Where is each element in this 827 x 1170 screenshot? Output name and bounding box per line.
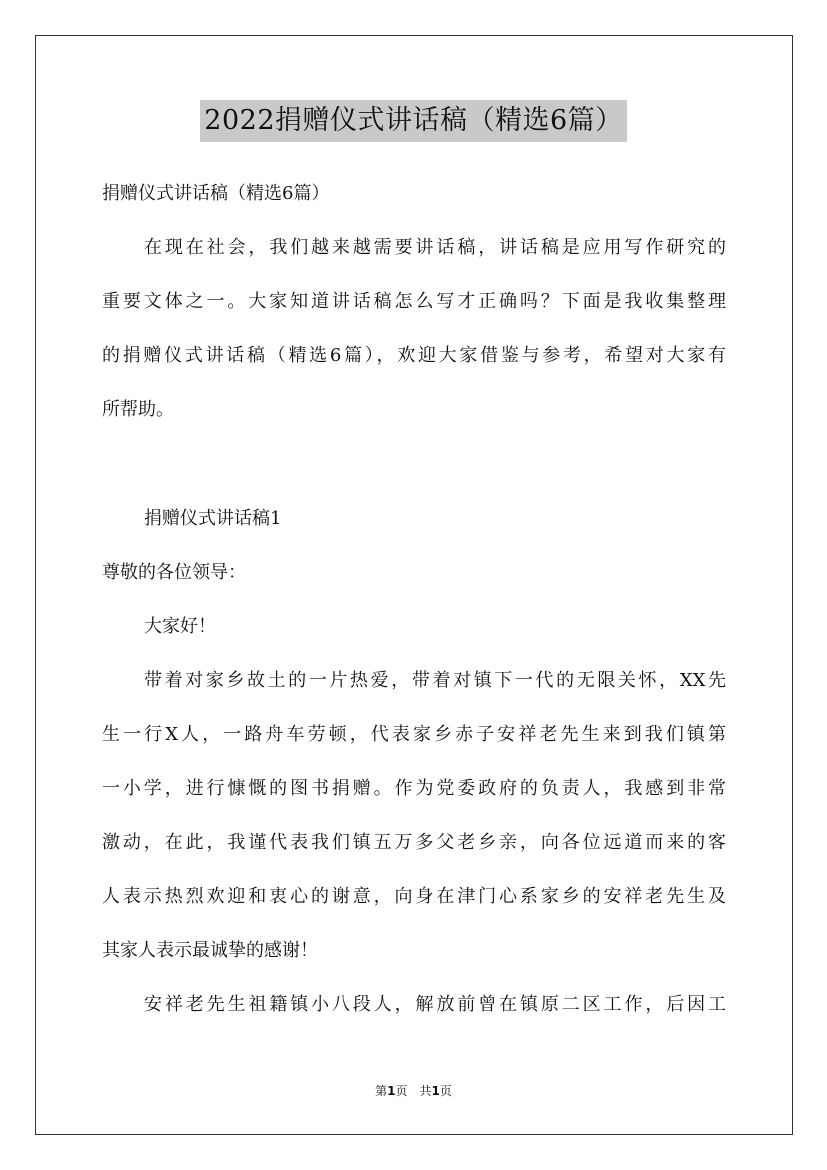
paragraph-line: 一小学，进行慷慨的图书捐赠。作为党委政府的负责人，我感到非常 bbox=[102, 778, 726, 799]
intro-line: 在现在社会，我们越来越需要讲话稿，讲话稿是应用写作研究的 bbox=[144, 237, 726, 258]
section-heading: 捐赠仪式讲话稿1 bbox=[144, 508, 282, 529]
paragraph-line: 生一行X人，一路舟车劳顿，代表家乡赤子安祥老先生来到我们镇第 bbox=[102, 724, 726, 745]
footer-page-suffix: 页 bbox=[395, 1084, 408, 1098]
document-title: 2022捐赠仪式讲话稿（精选6篇） bbox=[200, 100, 626, 142]
paragraph-line: 激动，在此，我谨代表我们镇五万多父老乡亲，向各位远道而来的客 bbox=[102, 832, 726, 853]
paragraph-line: 带着对家乡故土的一片热爱，带着对镇下一代的无限关怀，XX先 bbox=[144, 670, 726, 691]
salutation: 尊敬的各位领导： bbox=[102, 562, 246, 583]
footer-page-prefix: 第 bbox=[375, 1084, 388, 1098]
paragraph-line: 安祥老先生祖籍镇小八段人，解放前曾在镇原二区工作，后因工 bbox=[144, 994, 726, 1015]
paragraph-line: 其家人表示最诚挚的感谢！ bbox=[102, 940, 318, 961]
footer-total-suffix: 页 bbox=[439, 1084, 452, 1098]
footer-total-prefix: 共 bbox=[419, 1084, 432, 1098]
document-subtitle: 捐赠仪式讲话稿（精选6篇） bbox=[102, 183, 330, 204]
paragraph-line: 人表示热烈欢迎和衷心的谢意，向身在津门心系家乡的安祥老先生及 bbox=[102, 886, 726, 907]
page-footer bbox=[0, 1083, 827, 1099]
footer-page-current: 1 bbox=[387, 1084, 396, 1098]
intro-line: 的捐赠仪式讲话稿（精选6篇），欢迎大家借鉴与参考，希望对大家有 bbox=[102, 345, 726, 366]
intro-line: 所帮助。 bbox=[102, 399, 174, 420]
title-container bbox=[0, 100, 827, 142]
greeting: 大家好！ bbox=[144, 616, 216, 637]
intro-line: 重要文体之一。大家知道讲话稿怎么写才正确吗？下面是我收集整理 bbox=[102, 291, 726, 312]
footer-page-total: 1 bbox=[431, 1084, 440, 1098]
